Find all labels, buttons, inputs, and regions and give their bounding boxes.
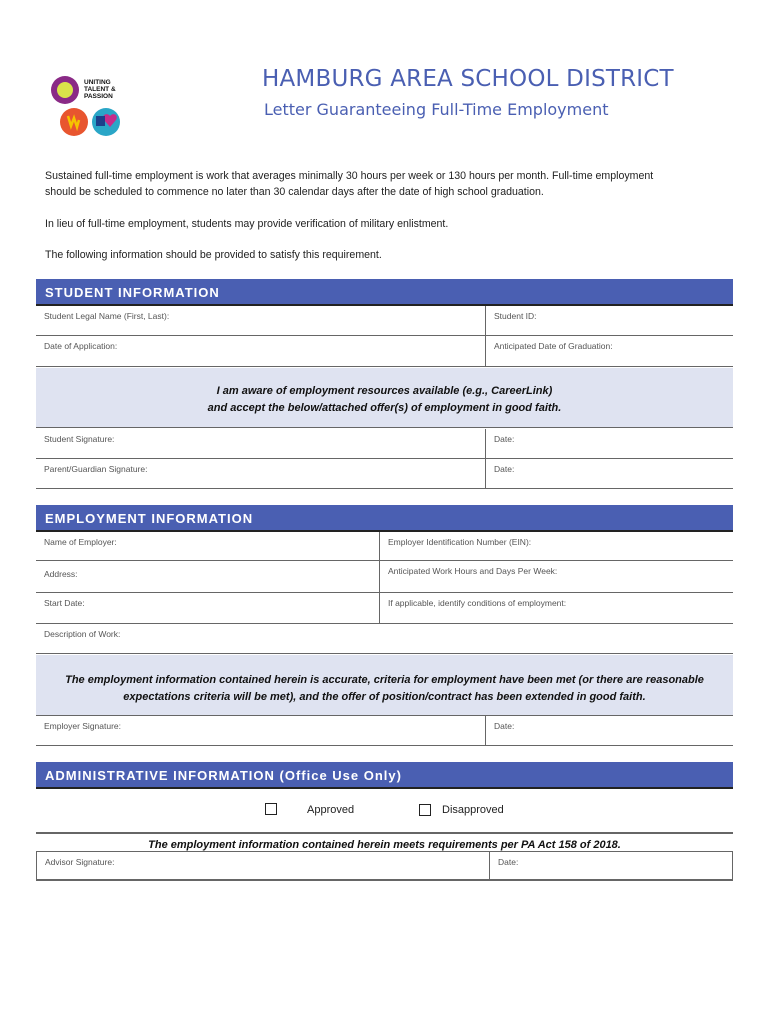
graduation-date-field[interactable] — [485, 336, 733, 366]
logo-text-line2: TALENT & — [84, 86, 116, 93]
parent-signature-date-field[interactable] — [485, 459, 733, 488]
graduation-date-label: Anticipated Date of Graduation: — [494, 341, 613, 351]
student-ack-line-2: and accept the below/attached offer(s) of employment in good faith. — [207, 402, 562, 414]
student-info-heading: STUDENT INFORMATION — [36, 279, 733, 306]
parent-signature-label: Parent/Guardian Signature: — [44, 464, 148, 474]
employer-address-field[interactable] — [36, 561, 379, 592]
student-id-field[interactable] — [485, 306, 733, 335]
parent-signature-row — [36, 459, 733, 489]
student-row-1 — [36, 306, 733, 336]
application-date-label: Date of Application: — [44, 341, 118, 351]
student-signature-label: Student Signature: — [44, 434, 115, 444]
student-id-label: Student ID: — [494, 311, 537, 321]
admin-certification: The employment information contained herein meets requirements per PA Act 158 of 2018. — [36, 832, 733, 852]
employer-signature-label: Employer Signature: — [44, 721, 122, 731]
employment-certification — [36, 655, 733, 716]
employer-signature-field[interactable] — [36, 716, 485, 745]
start-date-field[interactable] — [36, 593, 379, 623]
disapproved-checkbox[interactable] — [419, 804, 431, 816]
logo-text-line3: PASSION — [84, 93, 113, 100]
employment-cert-line-1: The employment information contained herein is accurate, criteria for employment have been met (or there are reasonable — [65, 674, 704, 686]
work-description-field[interactable] — [36, 624, 733, 654]
student-legal-name-field[interactable] — [36, 306, 485, 335]
employment-row-2 — [36, 561, 733, 593]
advisor-signature-row — [36, 852, 733, 881]
district-logo — [48, 70, 132, 142]
approved-label: Approved — [307, 804, 355, 816]
employer-name-field[interactable] — [36, 532, 379, 560]
intro-paragraph-1-line-1: Sustained full-time employment is work that averages minimally 30 hours per week or 130 hours per month. Full-time employment — [45, 170, 654, 182]
intro-paragraph-1-line-2: should be scheduled to commence no later than 30 calendar days after the date of high school graduation. — [45, 186, 544, 198]
employment-row-3 — [36, 593, 733, 624]
logo-text-line1: UNITING — [84, 79, 111, 86]
employer-name-label: Name of Employer: — [44, 537, 117, 547]
student-row-2 — [36, 336, 733, 367]
advisor-signature-date-field[interactable] — [489, 852, 732, 879]
employer-signature-row — [36, 716, 733, 746]
admin-info-heading: ADMINISTRATIVE INFORMATION (Office Use Only) — [36, 762, 733, 789]
district-title: HAMBURG AREA SCHOOL DISTRICT — [262, 66, 674, 92]
employment-cert-line-2: expectations criteria will be met), and the offer of position/contract has been extended in good faith. — [123, 691, 646, 703]
work-hours-label: Anticipated Work Hours and Days Per Week: — [388, 566, 558, 576]
employment-row-1 — [36, 532, 733, 561]
employment-conditions-label: If applicable, identify conditions of employment: — [388, 598, 567, 608]
advisor-signature-field[interactable] — [37, 852, 489, 879]
advisor-signature-label: Advisor Signature: — [45, 857, 115, 867]
work-description-label: Description of Work: — [44, 629, 121, 639]
employer-signature-date-field[interactable] — [485, 716, 733, 745]
intro-paragraph-3: The following information should be provided to satisfy this requirement. — [45, 249, 382, 261]
work-hours-field[interactable] — [379, 561, 733, 592]
student-acknowledgement — [36, 368, 733, 428]
employer-signature-date-label: Date: — [494, 721, 515, 731]
student-signature-date-label: Date: — [494, 434, 515, 444]
document-subtitle: Letter Guaranteeing Full-Time Employment — [264, 100, 609, 119]
ein-field[interactable] — [379, 532, 733, 560]
parent-signature-date-label: Date: — [494, 464, 515, 474]
intro-paragraph-1 — [45, 168, 735, 200]
student-signature-row — [36, 429, 733, 459]
employment-conditions-field[interactable] — [379, 593, 733, 623]
advisor-signature-date-label: Date: — [498, 857, 519, 867]
student-legal-name-label: Student Legal Name (First, Last): — [44, 311, 170, 321]
student-signature-date-field[interactable] — [485, 429, 733, 458]
student-ack-line-1: I am aware of employment resources available (e.g., CareerLink) — [216, 385, 553, 397]
application-date-field[interactable] — [36, 336, 485, 366]
intro-paragraph-2: In lieu of full-time employment, students may provide verification of military enlistment. — [45, 218, 449, 230]
ein-label: Employer Identification Number (EIN): — [388, 537, 532, 547]
approved-checkbox[interactable] — [265, 803, 277, 815]
parent-signature-field[interactable] — [36, 459, 485, 488]
employer-address-label: Address: — [44, 569, 78, 579]
student-signature-field[interactable] — [36, 429, 485, 458]
start-date-label: Start Date: — [44, 598, 85, 608]
disapproved-label: Disapproved — [442, 804, 504, 816]
employment-info-heading: EMPLOYMENT INFORMATION — [36, 505, 733, 532]
